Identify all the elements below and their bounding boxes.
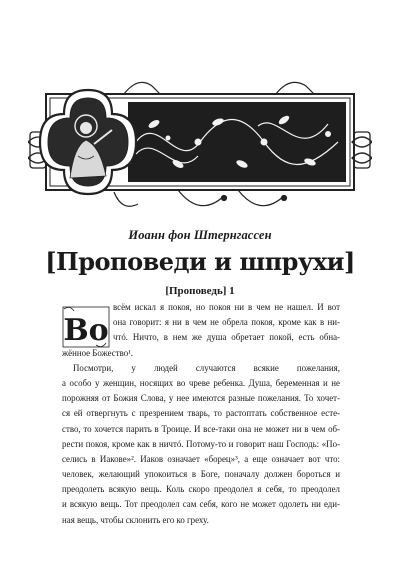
text-line: преодолеть всякую вещь. Коль скоро преодолел я себя, то преодолел (62, 484, 340, 495)
top-ribbon (124, 82, 314, 94)
text-line: и всякую вещь. Тот преодолел сам себя, кого не может одолеть ни еди- (62, 499, 340, 510)
text-line: она говорит: я ни в чем не обрела покоя, кроме как в ни- (113, 317, 340, 328)
text-line: чтó. Ничто, в нем же душа обретает покой, есть обна- (113, 332, 340, 343)
sermon-heading: [Проповедь] 1 (165, 285, 235, 297)
text-line: всём искал я покоя, но покоя ни в чем не нашел. И вот (113, 302, 340, 312)
text-line: рести покоя, кроме как в ничтó. Потому-то и говорит наш Господь: «По- (62, 438, 340, 449)
text-line: ся ей отвергнуть с презрением тварь, то растоптать собственное есте- (62, 408, 340, 419)
text-line: Посмотри, у людей случаются всякие пожелания, (73, 362, 340, 373)
ornamental-headpiece (28, 72, 372, 220)
bottom-scrolls (114, 190, 287, 206)
text-line: порожняя от Божия Слова, у нее имеются разные пожелания. То хочет- (62, 393, 340, 404)
text-line: человек, желающий упокоиться в Боге, поначалу должен бороться и (62, 469, 340, 480)
page-title: [Проповеди и шпрухи] (45, 247, 355, 276)
text-line: а особо у женщин, носящих во чреве ребенка. Душа, беременная и не (62, 377, 340, 388)
text-line: селись в Иакове»². Иаков означает «борец»³, а еще означает вот что: (62, 453, 340, 464)
sermon-body (62, 300, 340, 528)
text-line: ство, то хочется парить в Троице. И все-таки она не может ни в чем об- (62, 423, 340, 434)
text-line: жённое Божество¹. (62, 347, 134, 358)
drop-cap-letters: Во (63, 313, 109, 348)
author-name: Иоанн фон Штернгассен (128, 228, 272, 242)
text-line: ная вещь, чтобы склонить его ко греху. (62, 514, 209, 525)
